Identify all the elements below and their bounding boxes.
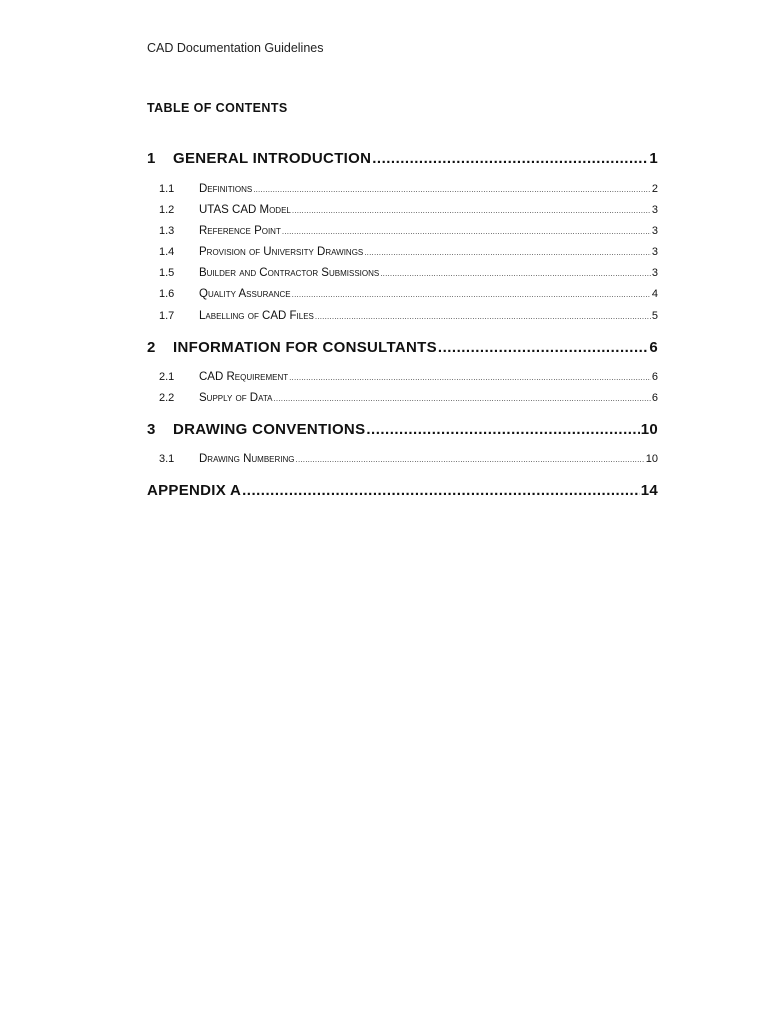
toc-entry-leader [274,394,651,403]
toc-entry-leader [282,227,651,236]
toc-entry-page: 3 [651,225,658,237]
toc-entry-leader [366,421,639,438]
toc-entry-page: 6 [651,392,658,404]
toc-entry-number: 1.7 [159,310,175,322]
toc-entry-number: 1.1 [159,183,175,195]
toc-entry-leader [292,206,651,215]
page-header: CAD Documentation Guidelines [147,41,324,55]
toc-entry-leader [253,185,651,194]
toc-entry-1[interactable] [147,150,658,167]
toc-entry-leader [372,150,648,167]
toc-entry-page: 2 [651,183,658,195]
toc-entry-page: 4 [651,288,658,300]
toc-entry-3-1[interactable] [159,453,658,465]
toc-entry-number: 1.5 [159,267,175,279]
toc-entry-page: 6 [649,339,658,356]
toc-entry-page: 14 [640,482,658,499]
toc-entry-title: INFORMATION FOR CONSULTANTS [173,339,437,356]
toc-entry-page: 10 [645,453,658,465]
toc-entry-number: 1.6 [159,288,175,300]
toc-entry-title: CAD Requirement [199,371,289,383]
toc-entry-1-3[interactable] [159,225,658,237]
toc-entry-title: Definitions [199,183,253,195]
toc-entry-leader [380,269,651,278]
toc-entry-page: 3 [651,267,658,279]
toc-entry-leader [315,312,651,321]
toc-entry-number: 2.2 [159,392,175,404]
toc-entry-leader [242,482,640,499]
toc-entry-1-5[interactable] [159,267,658,279]
toc-entry-number: 3 [147,421,156,438]
toc-entry-title: UTAS CAD Model [199,204,291,216]
toc-entry-page: 3 [651,246,658,258]
toc-entry-1-7[interactable] [159,310,658,322]
toc-entry-2-1[interactable] [159,371,658,383]
toc-entry-number: 1.4 [159,246,175,258]
toc-entry-1-2[interactable] [159,204,658,216]
toc-entry-number: 3.1 [159,453,175,465]
toc-entry-title: Drawing Numbering [199,453,295,465]
toc-entry-3[interactable] [147,421,658,438]
toc-entry-1-6[interactable] [159,288,658,300]
toc-entry-number: 2 [147,339,156,356]
toc-entry-page: 3 [651,204,658,216]
toc-entry-page: 5 [651,310,658,322]
toc-entry-title: Quality Assurance [199,288,291,300]
toc-entry-number: 1.2 [159,204,175,216]
toc-entry-number: 1 [147,150,156,167]
toc-entry-title: APPENDIX A [147,482,242,499]
toc-entry-page: 10 [640,421,658,438]
toc-entry-leader [289,373,651,382]
toc-heading: TABLE OF CONTENTS [147,101,288,115]
toc-entry-leader [438,339,648,356]
toc-entry-title: GENERAL INTRODUCTION [173,150,372,167]
toc-entry-leader [364,248,651,257]
toc-entry-2-2[interactable] [159,392,658,404]
toc-entry-page: 1 [649,150,658,167]
toc-entry-2[interactable] [147,339,658,356]
toc-entry-title: Labelling of CAD Files [199,310,314,322]
toc-entry-title: Builder and Contractor Submissions [199,267,380,279]
toc-entry-title: Provision of University Drawings [199,246,364,258]
toc-entry-1-4[interactable] [159,246,658,258]
toc-entry-number: 2.1 [159,371,175,383]
toc-entry-title: Reference Point [199,225,281,237]
toc-entry-leader [296,455,645,464]
toc-entry-leader [292,290,651,299]
toc-entry-title: DRAWING CONVENTIONS [173,421,366,438]
toc-entry-number: 1.3 [159,225,175,237]
toc-entry-page: 6 [651,371,658,383]
toc-entry-1-1[interactable] [159,183,658,195]
toc-entry-title: Supply of Data [199,392,273,404]
toc-entry-appendix-a[interactable] [147,482,658,499]
